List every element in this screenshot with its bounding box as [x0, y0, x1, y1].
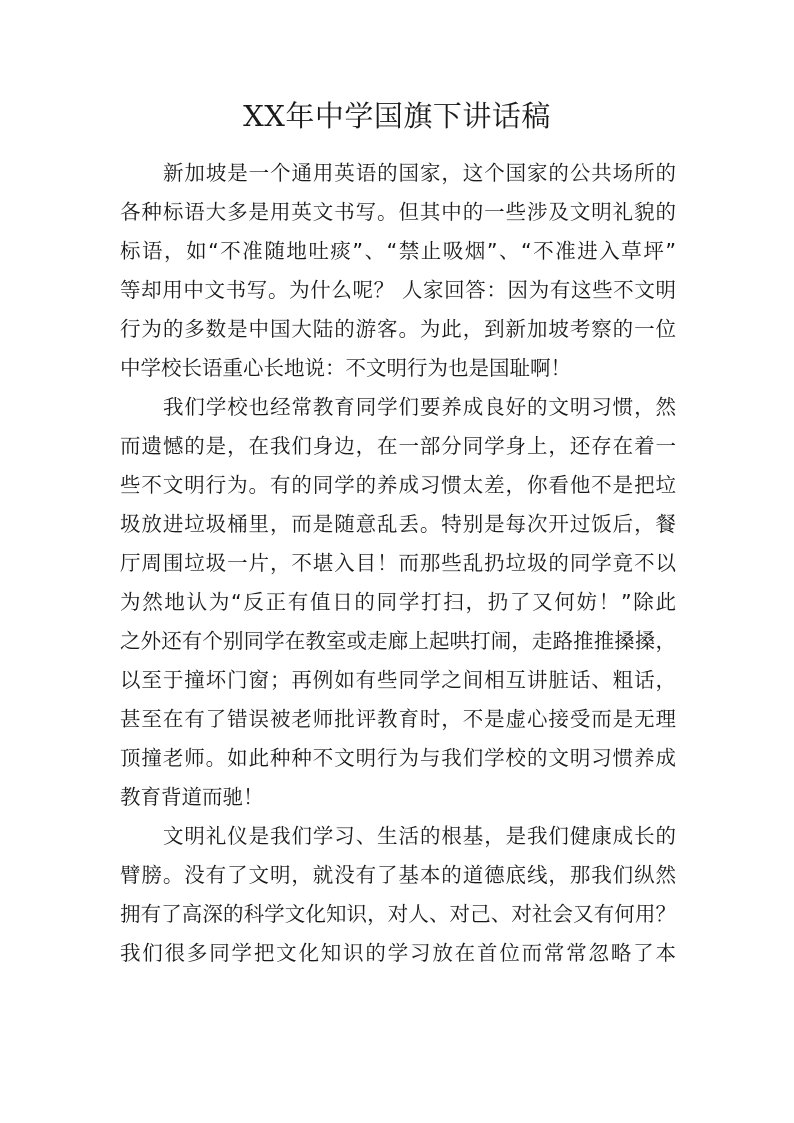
paragraph-1-line-1: 新加坡是一个通用英语的国家，这个国家的公共场所的: [163, 161, 676, 185]
paragraph-2-line-2: 而遗憾的是，在我们身边，在一部分同学身上，还存在着一: [120, 434, 676, 458]
paragraph-2-line-5: 厅周围垃圾一片，不堪入目！而那些乱扔垃圾的同学竟不以: [120, 551, 676, 575]
paragraph-2-line-6: 为然地认为“反正有值日的同学打扫，扔了又何妨！”除此: [120, 590, 676, 614]
paragraph-1-line-5: 行为的多数是中国大陆的游客。为此，到新加坡考察的一位: [120, 317, 676, 341]
paragraph-1-line-3: 标语，如“不准随地吐痰”、“禁止吸烟”、“不准进入草坪”: [120, 239, 676, 263]
paragraph-2-line-3: 些不文明行为。有的同学的养成习惯太差，你看他不是把垃: [120, 473, 676, 497]
paragraph-3-line-1: 文明礼仪是我们学习、生活的根基，是我们健康成长的: [163, 824, 676, 848]
paragraph-2-line-10: 顶撞老师。如此种种不文明行为与我们学校的文明习惯养成: [120, 746, 676, 770]
document-title: XX年中学国旗下讲话稿: [243, 99, 551, 133]
paragraph-3-line-4: 我们很多同学把文化知识的学习放在首位而常常忽略了本: [120, 941, 676, 965]
paragraph-2-line-11: 教育背道而驰！: [120, 785, 264, 809]
paragraph-2-line-9: 甚至在有了错误被老师批评教育时，不是虚心接受而是无理: [120, 707, 676, 731]
paragraph-3-line-2: 臂膀。没有了文明，就没有了基本的道德底线，那我们纵然: [120, 863, 676, 887]
paragraph-2-line-8: 以至于撞坏门窗；再例如有些同学之间相互讲脏话、粗话，: [120, 668, 676, 692]
paragraph-1-line-2: 各种标语大多是用英文书写。但其中的一些涉及文明礼貌的: [120, 200, 676, 224]
paragraph-1-line-6: 中学校长语重心长地说：不文明行为也是国耻啊！: [120, 356, 571, 380]
paragraph-2-line-7: 之外还有个别同学在教室或走廊上起哄打闹，走路推推搡搡，: [120, 629, 676, 653]
paragraph-3-line-3: 拥有了高深的科学文化知识，对人、对己、对社会又有何用？: [120, 902, 676, 926]
paragraph-2-line-4: 圾放进垃圾桶里，而是随意乱丢。特别是每次开过饭后，餐: [120, 512, 676, 536]
paragraph-1-line-4: 等却用中文书写。为什么呢？ 人家回答：因为有这些不文明: [120, 278, 676, 302]
paragraph-2-line-1: 我们学校也经常教育同学们要养成良好的文明习惯，然: [163, 395, 676, 419]
